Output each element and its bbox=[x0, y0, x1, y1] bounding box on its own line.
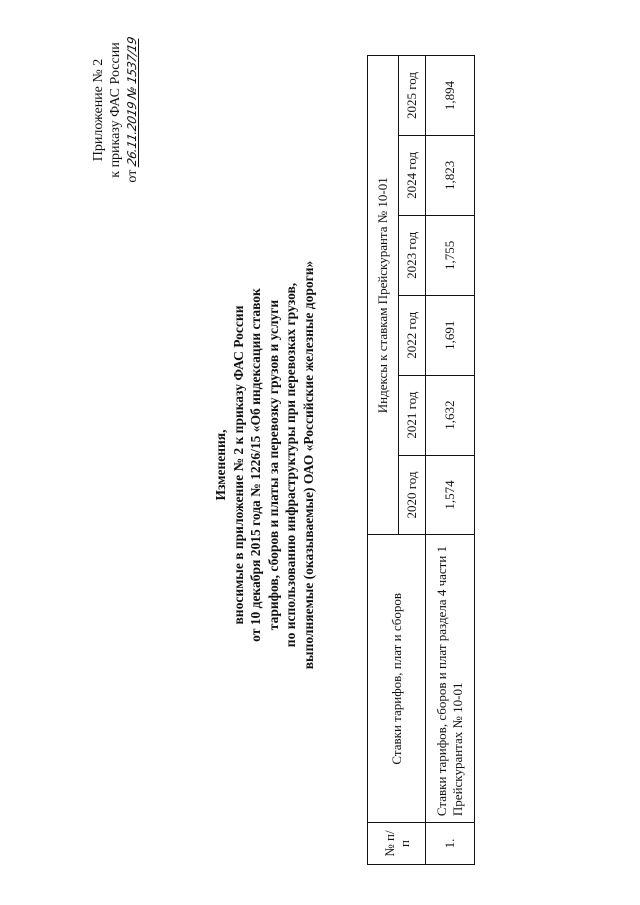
year-header: 2021 год bbox=[399, 375, 426, 455]
title-line: Изменения, bbox=[213, 429, 228, 501]
year-header: 2020 год bbox=[399, 455, 426, 535]
index-value: 1,574 bbox=[426, 455, 475, 535]
title-line: от 10 декабря 2015 года № 1226/15 «Об индексации ставок bbox=[248, 288, 263, 642]
row-number: 1. bbox=[426, 823, 475, 865]
index-value: 1,894 bbox=[426, 56, 475, 136]
year-header: 2024 год bbox=[399, 135, 426, 215]
index-value: 1,823 bbox=[426, 135, 475, 215]
title-line: тарифов, сборов и платы за перевозку грузов и услуги bbox=[265, 299, 281, 631]
title-line: выполняемые (оказываемые) ОАО «Российские железные дороги» bbox=[300, 260, 316, 670]
column-header-number: № п/п bbox=[368, 823, 426, 865]
column-header-rates: Ставки тарифов, плат и сборов bbox=[368, 535, 426, 823]
index-value: 1,632 bbox=[426, 375, 475, 455]
table-header-row bbox=[368, 56, 399, 865]
table-row bbox=[426, 56, 475, 865]
appendix-date-line bbox=[124, 10, 141, 210]
appendix-block bbox=[90, 10, 141, 210]
title-line: вносимые в приложение № 2 к приказу ФАС России bbox=[230, 305, 246, 625]
year-header: 2022 год bbox=[399, 295, 426, 375]
appendix-order-ref: к приказу ФАС России bbox=[108, 42, 123, 178]
title-line: по использованию инфраструктуры при перевозках грузов, bbox=[283, 282, 298, 648]
row-rate-name: Ставки тарифов, сборов и плат раздела 4 части 1 Прейскурантах № 10-01 bbox=[426, 535, 475, 823]
index-table bbox=[367, 55, 475, 865]
index-value: 1,691 bbox=[426, 295, 475, 375]
year-header: 2023 год bbox=[399, 215, 426, 295]
column-header-indices: Индексы к ставкам Прейскуранта № 10-01 bbox=[368, 56, 399, 535]
document-title bbox=[212, 165, 317, 765]
appendix-date-prefix: от bbox=[125, 169, 140, 183]
year-header: 2025 год bbox=[399, 56, 426, 136]
index-value: 1,755 bbox=[426, 215, 475, 295]
handwritten-date-number: 26.11.2019 № 1537/19 bbox=[125, 35, 139, 168]
appendix-number: Приложение № 2 bbox=[91, 58, 106, 162]
